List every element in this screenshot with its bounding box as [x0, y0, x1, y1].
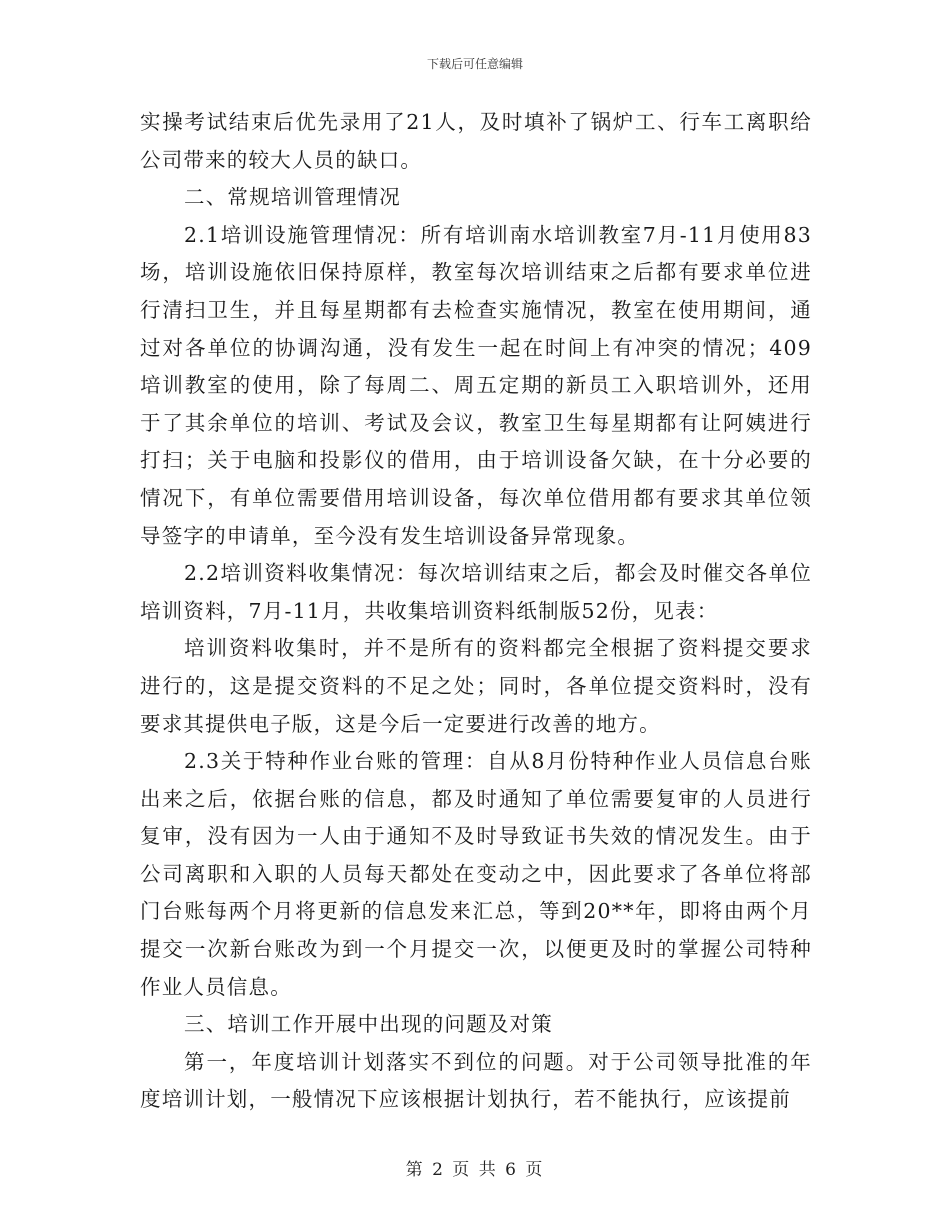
document-body — [140, 104, 812, 1119]
paragraph-2-3: 2.3关于特种作业台账的管理：自从8月份特种作业人员信息台账出来之后，依据台账的信息，都及时通知了单位需要复审的人员进行复审，没有因为一人由于通知不及时导致证书失效的情况发生。由于公司离职和入职的人员每天都处在变动之中，因此要求了各单位将部门台账每两个月将更新的信息发来汇总，等到20**年，即将由两个月提交一次新台账改为到一个月提交一次，以便更及时的掌握公司特种作业人员信息。 — [140, 749, 812, 999]
paragraph-3-1: 第一，年度培训计划落实不到位的问题。对于公司领导批准的年度培训计划，一般情况下应该根据计划执行，若不能执行，应该提前 — [140, 1049, 812, 1112]
page-header: 下载后可任意编辑 — [426, 57, 523, 71]
page-footer: 第 2 页 共 6 页 — [405, 1160, 545, 1180]
section-heading-3: 三、培训工作开展中出现的问题及对策 — [184, 1012, 553, 1037]
paragraph-2-1: 2.1培训设施管理情况：所有培训南水培训教室7月-11月使用83场，培训设施依旧保持原样，教室每次培训结束之后都有要求单位进行清扫卫生，并且每星期都有去检查实施情况，教室在使用期间，通过对各单位的协调沟通，没有发生一起在时间上有冲突的情况；409培训教室的使用，除了每周二、周五定期的新员工入职培训外，还用于了其余单位的培训、考试及会议，教室卫生每星期都有让阿姨进行打扫；关于电脑和投影仪的借用，由于培训设备欠缺，在十分必要的情况下，有单位需要借用培训设备，每次单位借用都有要求其单位领导签字的申请单，至今没有发生培训设备异常现象。 — [140, 222, 812, 548]
paragraph-2-2: 2.2培训资料收集情况：每次培训结束之后，都会及时催交各单位培训资料，7月-11月，共收集培训资料纸制版52份，见表： — [140, 561, 812, 623]
paragraph-2-2-note: 培训资料收集时，并不是所有的资料都完全根据了资料提交要求进行的，这是提交资料的不足之处；同时，各单位提交资料时，没有要求其提供电子版，这是今后一定要进行改善的地方。 — [140, 636, 812, 736]
section-heading-2: 二、常规培训管理情况 — [184, 185, 401, 210]
paragraph-1: 实操考试结束后优先录用了21人，及时填补了锅炉工、行车工离职给公司带来的较大人员的缺口。 — [140, 110, 812, 172]
